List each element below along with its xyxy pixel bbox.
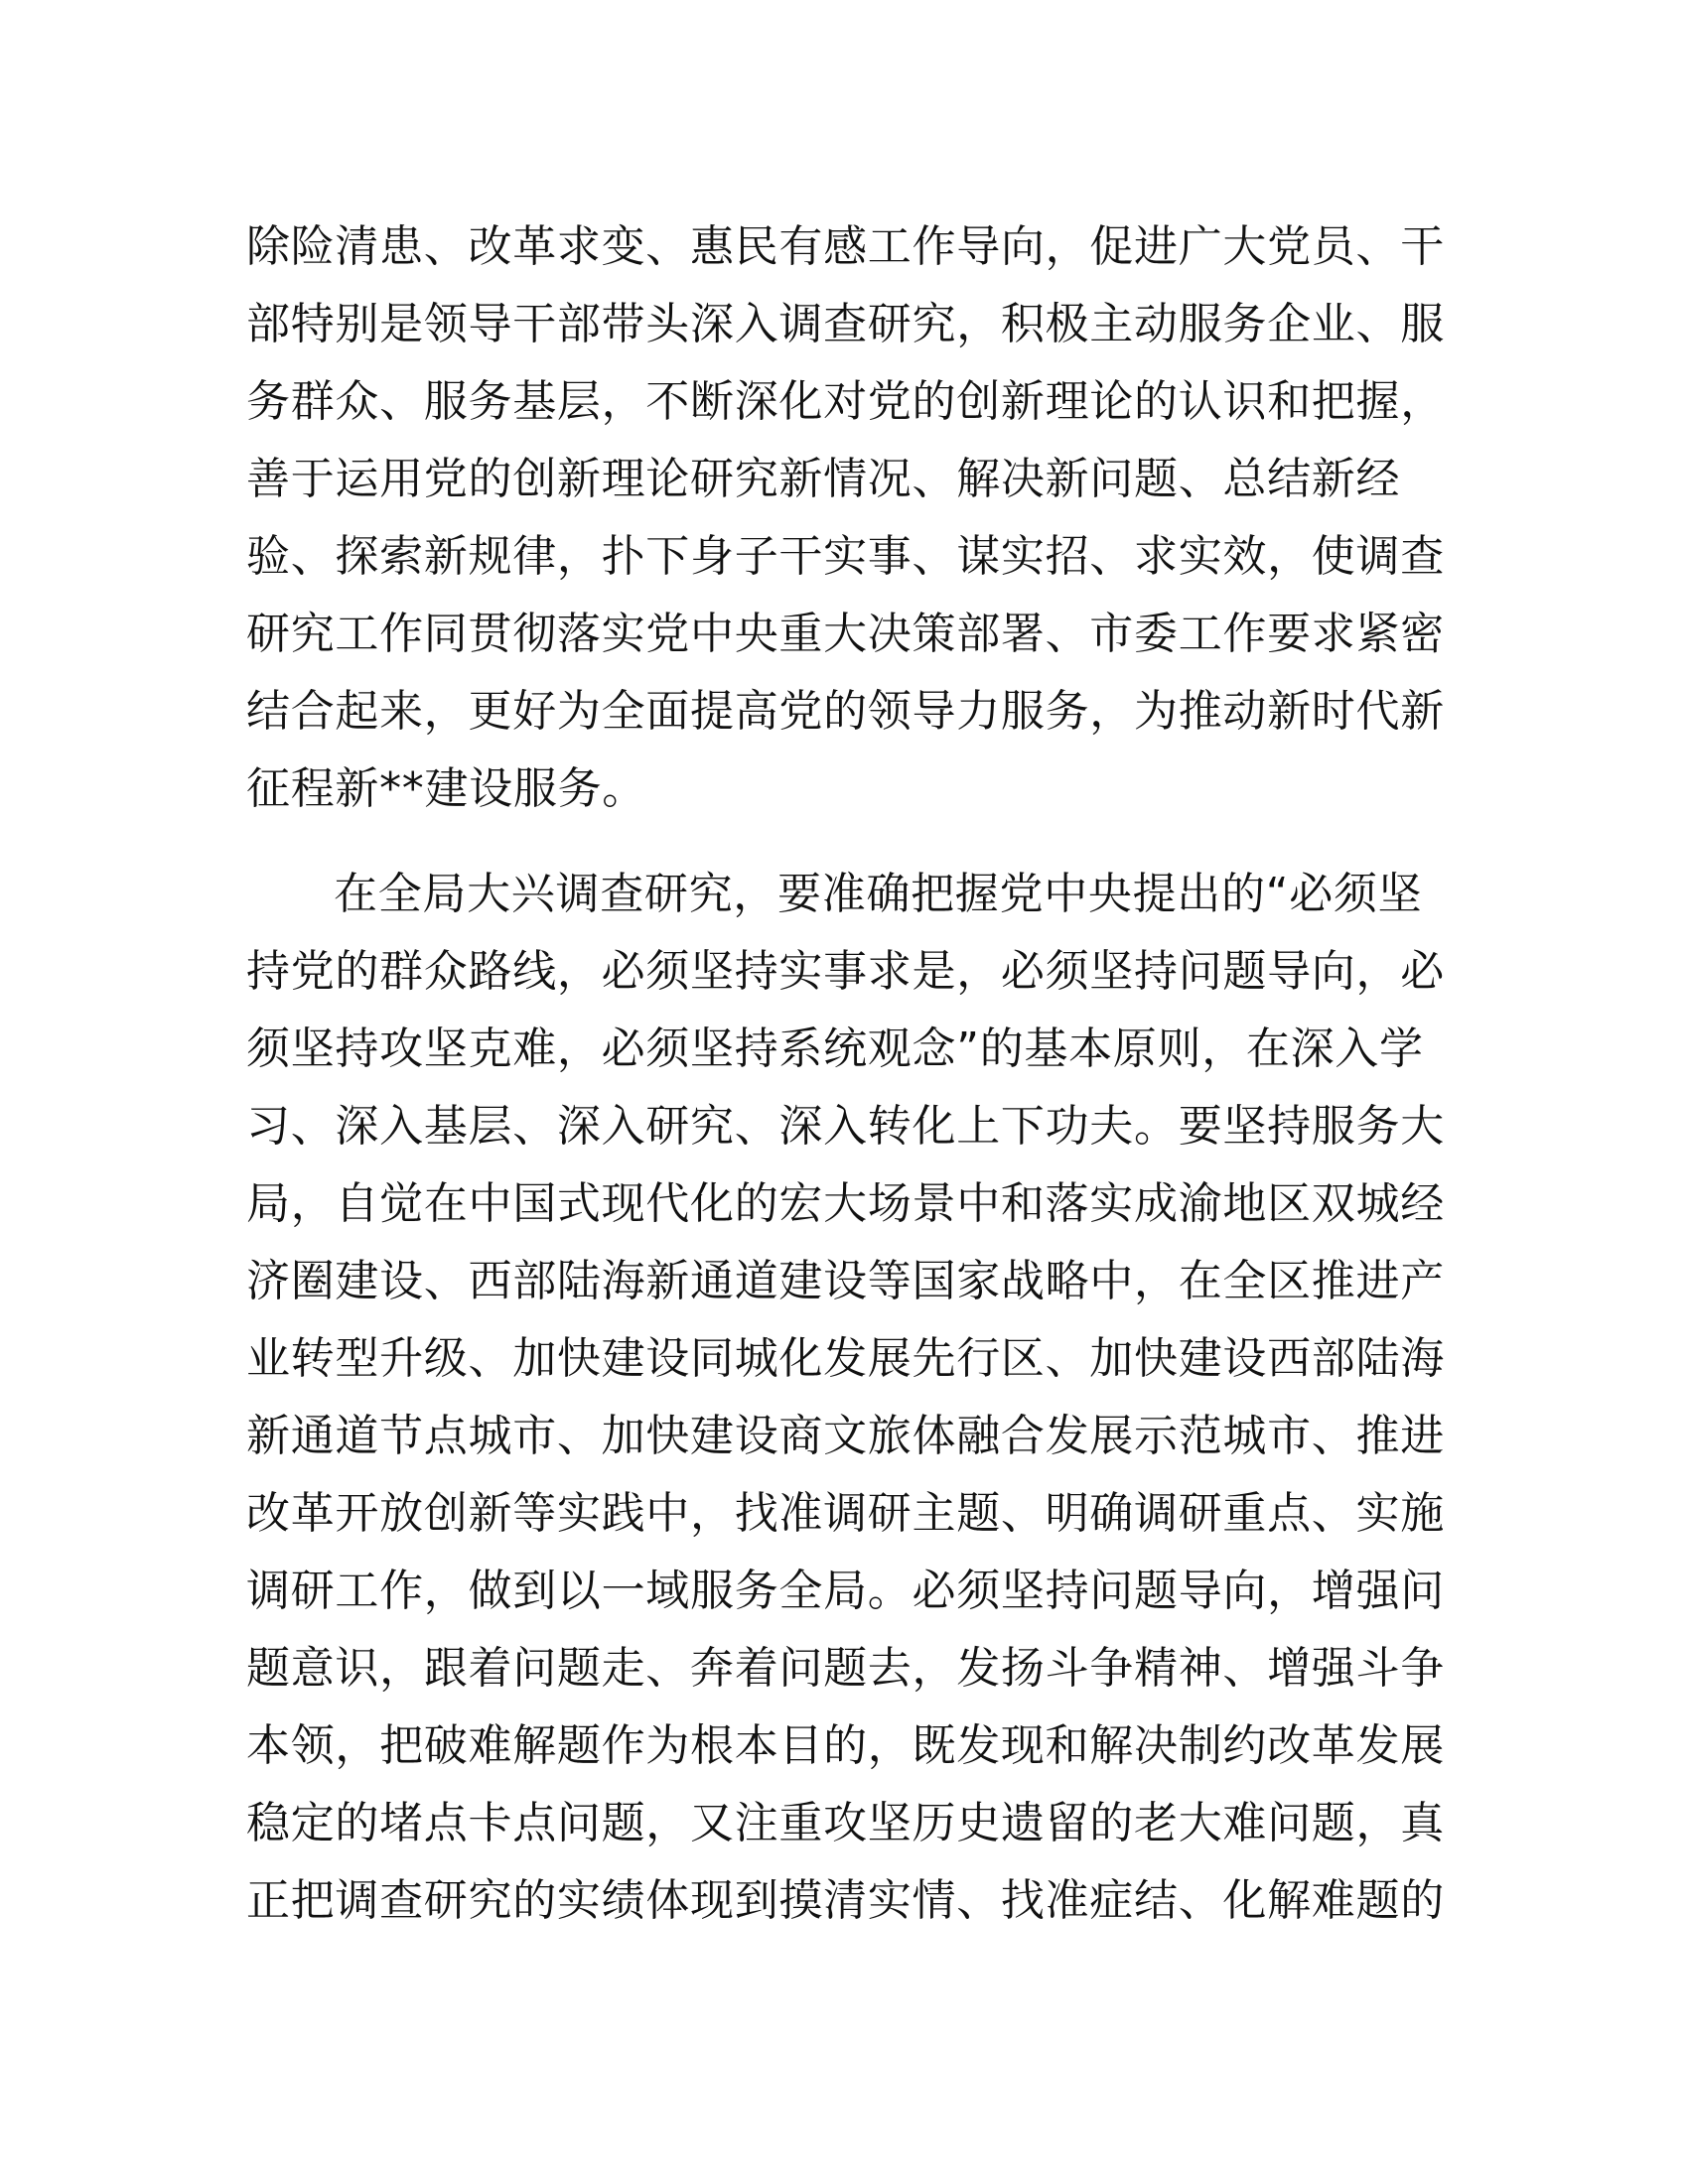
text-line: 题意识，跟着问题走、奔着问题去，发扬斗争精神、增强斗争 bbox=[246, 1643, 1445, 1694]
text-line: 征程新**建设服务。 bbox=[246, 763, 646, 814]
text-line: 须坚持攻坚克难，必须坚持系统观念”的基本原则，在深入学 bbox=[246, 1024, 1424, 1074]
document-body bbox=[246, 208, 1445, 1940]
text-line: 局，自觉在中国式现代化的宏大场景中和落实成渝地区双城经 bbox=[246, 1178, 1445, 1229]
text-line: 新通道节点城市、加快建设商文旅体融合发展示范城市、推进 bbox=[246, 1411, 1445, 1461]
text-line: 务群众、服务基层，不断深化对党的创新理论的认识和把握， bbox=[246, 376, 1445, 427]
text-line: 验、探索新规律，扑下身子干实事、谋实招、求实效，使调查 bbox=[246, 531, 1445, 582]
text-line: 稳定的堵点卡点问题，又注重攻坚历史遗留的老大难问题，真 bbox=[246, 1798, 1445, 1848]
text-line: 济圈建设、西部陆海新通道建设等国家战略中，在全区推进产 bbox=[246, 1256, 1445, 1306]
text-line: 业转型升级、加快建设同城化发展先行区、加快建设西部陆海 bbox=[246, 1333, 1445, 1384]
text-line: 部特别是领导干部带头深入调查研究，积极主动服务企业、服 bbox=[246, 299, 1445, 349]
text-line: 善于运用党的创新理论研究新情况、解决新问题、总结新经 bbox=[246, 454, 1401, 504]
text-line: 正把调查研究的实绩体现到摸清实情、找准症结、化解难题的 bbox=[246, 1875, 1445, 1926]
text-line: 本领，把破难解题作为根本目的，既发现和解决制约改革发展 bbox=[246, 1720, 1445, 1771]
text-line: 改革开放创新等实践中，找准调研主题、明确调研重点、实施 bbox=[246, 1488, 1445, 1539]
paragraph-1 bbox=[246, 208, 1445, 828]
text-line: 除险清患、改革求变、惠民有感工作导向，促进广大党员、干 bbox=[246, 221, 1445, 272]
paragraph-2 bbox=[246, 856, 1445, 1940]
text-line: 调研工作，做到以一域服务全局。必须坚持问题导向，增强问 bbox=[246, 1566, 1445, 1616]
text-line: 在全局大兴调查研究，要准确把握党中央提出的“必须坚 bbox=[334, 869, 1423, 919]
text-line: 研究工作同贯彻落实党中央重大决策部署、市委工作要求紧密 bbox=[246, 609, 1445, 659]
text-line: 持党的群众路线，必须坚持实事求是，必须坚持问题导向，必 bbox=[246, 946, 1445, 997]
text-line: 结合起来，更好为全面提高党的领导力服务，为推动新时代新 bbox=[246, 686, 1445, 737]
text-line: 习、深入基层、深入研究、深入转化上下功夫。要坚持服务大 bbox=[246, 1101, 1445, 1152]
